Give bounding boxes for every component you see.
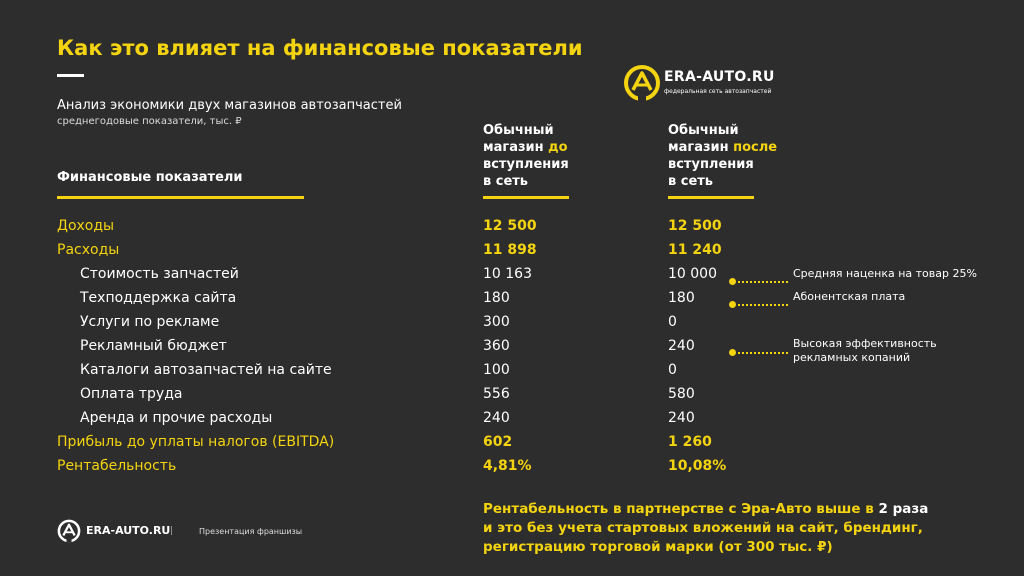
value-after: 240 <box>668 410 695 426</box>
value-before: 300 <box>483 314 510 330</box>
value-before: 180 <box>483 290 510 306</box>
row-label: Аренда и прочие расходы <box>80 410 273 426</box>
row-label: Оплата труда <box>80 386 183 402</box>
row-label: Техподдержка сайта <box>80 290 237 306</box>
footer-presentation-label: Презентация франшизы <box>199 527 303 536</box>
note-marker-dot <box>729 301 736 308</box>
row-label: Доходы <box>57 218 115 234</box>
value-after: 240 <box>668 338 695 354</box>
value-before: 11 898 <box>483 242 537 258</box>
value-before: 12 500 <box>483 218 537 234</box>
era-auto-logo-icon <box>623 64 661 102</box>
column-header-before: Обычный магазин до вступления в сеть <box>483 123 569 189</box>
note-dotted-line <box>738 304 788 306</box>
footer-separator: | <box>170 526 174 536</box>
table-row-expenses <box>0 242 1024 266</box>
row-label: Прибыль до уплаты налогов (EBITDA) <box>57 434 335 450</box>
table-row <box>0 314 1024 338</box>
footer-brand: ERA-AUTO.RU <box>86 524 171 537</box>
label-column-underline <box>57 196 304 199</box>
value-after: 10 000 <box>668 266 717 282</box>
value-after: 1 260 <box>668 434 712 450</box>
row-label: Рекламный бюджет <box>80 338 227 354</box>
conclusion-text: Рентабельность в партнерстве с Эра-Авто выше в 2 раза и это без учета стартовых вложений на сайт, брендинг, регистрацию торговой марки (от 300 тыс. ₽) <box>483 501 929 555</box>
note-dotted-line <box>738 281 788 283</box>
row-label: Стоимость запчастей <box>80 266 239 282</box>
units-note: среднегодовые показатели, тыс. ₽ <box>57 116 242 127</box>
note-marker-dot <box>729 349 736 356</box>
note-subscription: Абонентская плата <box>793 290 906 303</box>
table-row <box>0 386 1024 410</box>
note-dotted-line <box>738 352 788 354</box>
value-after: 580 <box>668 386 695 402</box>
era-auto-footer-logo-icon <box>57 519 81 543</box>
value-after: 10,08% <box>668 458 727 474</box>
column-before-underline <box>483 196 569 199</box>
logo-tagline: федеральная сеть автозапчастей <box>664 88 772 95</box>
table-row <box>0 362 1024 386</box>
column-header-after: Обычный магазин после вступления в сеть <box>668 123 778 189</box>
value-after: 0 <box>668 362 677 378</box>
column-after-underline <box>668 196 754 199</box>
table-row-income <box>0 218 1024 242</box>
value-before: 240 <box>483 410 510 426</box>
value-after: 0 <box>668 314 677 330</box>
note-efficiency: Высокая эффективность рекламных копаний <box>793 337 937 364</box>
row-label: Услуги по рекламе <box>80 314 220 330</box>
table-row-profitability <box>0 458 1024 482</box>
value-after: 12 500 <box>668 218 722 234</box>
label-column-header: Финансовые показатели <box>57 170 243 185</box>
title-underline <box>57 74 84 77</box>
value-before: 556 <box>483 386 510 402</box>
page-subtitle: Анализ экономики двух магазинов автозапчастей <box>57 98 402 113</box>
row-label: Каталоги автозапчастей на сайте <box>80 362 332 378</box>
value-before: 100 <box>483 362 510 378</box>
value-before: 10 163 <box>483 266 532 282</box>
value-before: 602 <box>483 434 513 450</box>
value-before: 360 <box>483 338 510 354</box>
row-label: Рентабельность <box>57 458 177 474</box>
value-after: 11 240 <box>668 242 722 258</box>
logo-name: ERA-AUTO.RU <box>664 69 775 85</box>
note-markup: Средняя наценка на товар 25% <box>793 267 977 280</box>
value-after: 180 <box>668 290 695 306</box>
note-marker-dot <box>729 278 736 285</box>
page-title: Как это влияет на финансовые показатели <box>57 36 583 60</box>
value-before: 4,81% <box>483 458 532 474</box>
table-row-ebitda <box>0 434 1024 458</box>
row-label: Расходы <box>57 242 120 258</box>
table-row <box>0 410 1024 434</box>
